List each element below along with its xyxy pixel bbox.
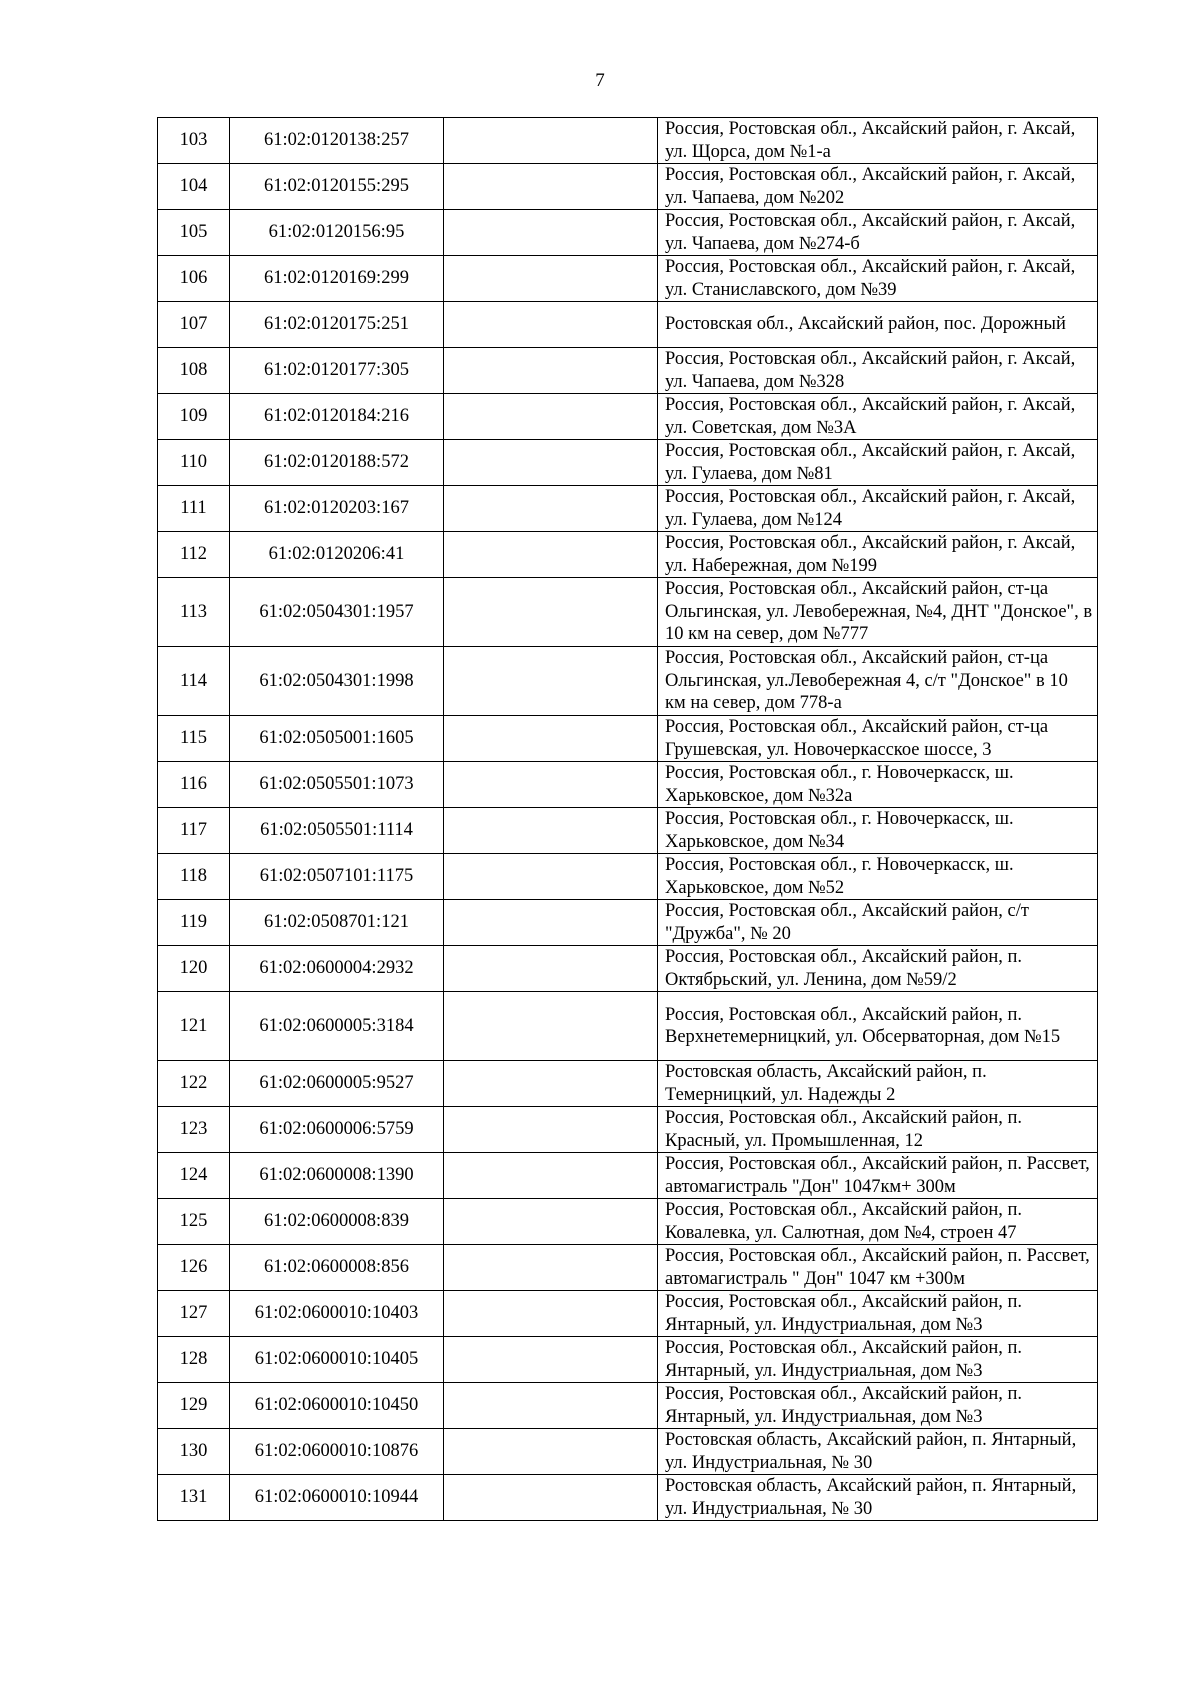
address-cell xyxy=(658,1245,1098,1291)
table-row xyxy=(158,256,1098,302)
row-number-cell: 103 xyxy=(158,118,230,164)
blank-cell xyxy=(444,1245,658,1291)
row-number-cell: 128 xyxy=(158,1337,230,1383)
table-row xyxy=(158,1061,1098,1107)
cadastral-number-cell: 61:02:0504301:1998 xyxy=(230,647,444,716)
cadastral-number-cell: 61:02:0505501:1073 xyxy=(230,762,444,808)
address-cell xyxy=(658,348,1098,394)
address-cell xyxy=(658,716,1098,762)
cadastral-number-cell: 61:02:0120188:572 xyxy=(230,440,444,486)
blank-cell xyxy=(444,578,658,647)
cadastral-number-cell: 61:02:0120184:216 xyxy=(230,394,444,440)
address-cell xyxy=(658,1153,1098,1199)
blank-cell xyxy=(444,486,658,532)
cadastral-number-cell: 61:02:0504301:1957 xyxy=(230,578,444,647)
row-number-cell: 124 xyxy=(158,1153,230,1199)
row-number-cell: 130 xyxy=(158,1429,230,1475)
row-number-cell: 123 xyxy=(158,1107,230,1153)
address-cell xyxy=(658,578,1098,647)
table-row xyxy=(158,1245,1098,1291)
cadastral-number-cell: 61:02:0120156:95 xyxy=(230,210,444,256)
address-text: Россия, Ростовская обл., Аксайский район, ст-ца Грушевская, ул. Новочеркасское шоссе, 3 xyxy=(665,717,1049,760)
blank-cell xyxy=(444,118,658,164)
blank-cell xyxy=(444,532,658,578)
address-cell xyxy=(658,256,1098,302)
row-number-cell: 118 xyxy=(158,854,230,900)
cadastral-number-cell: 61:02:0508701:121 xyxy=(230,900,444,946)
table-row xyxy=(158,647,1098,716)
cadastral-number-cell: 61:02:0505501:1114 xyxy=(230,808,444,854)
table-row xyxy=(158,1199,1098,1245)
blank-cell xyxy=(444,716,658,762)
address-cell xyxy=(658,486,1098,532)
blank-cell xyxy=(444,302,658,348)
address-text: Россия, Ростовская обл., г. Новочеркасск, ш. Харьковское, дом №52 xyxy=(665,855,1014,898)
table-row xyxy=(158,210,1098,256)
address-text: Россия, Ростовская обл., Аксайский район, п. Красный, ул. Промышленная, 12 xyxy=(665,1108,1023,1151)
address-text: Россия, Ростовская обл., г. Новочеркасск, ш. Харьковское, дом №32а xyxy=(665,763,1014,806)
cadastral-number-cell: 61:02:0120206:41 xyxy=(230,532,444,578)
cadastral-number-cell: 61:02:0600008:856 xyxy=(230,1245,444,1291)
blank-cell xyxy=(444,1107,658,1153)
address-text: Россия, Ростовская обл., Аксайский район, с/т "Дружба", № 20 xyxy=(665,901,1029,944)
row-number-cell: 115 xyxy=(158,716,230,762)
blank-cell xyxy=(444,164,658,210)
row-number-cell: 113 xyxy=(158,578,230,647)
cadastral-number-cell: 61:02:0600010:10450 xyxy=(230,1383,444,1429)
address-cell xyxy=(658,808,1098,854)
address-cell xyxy=(658,854,1098,900)
table-row xyxy=(158,808,1098,854)
address-cell xyxy=(658,946,1098,992)
address-cell xyxy=(658,762,1098,808)
table-row xyxy=(158,1383,1098,1429)
table-row xyxy=(158,1153,1098,1199)
row-number-cell: 114 xyxy=(158,647,230,716)
row-number-cell: 126 xyxy=(158,1245,230,1291)
row-number-cell: 122 xyxy=(158,1061,230,1107)
table-row xyxy=(158,1337,1098,1383)
blank-cell xyxy=(444,992,658,1061)
address-text: Россия, Ростовская обл., Аксайский район, ст-ца Ольгинская, ул. Левобережная, №4, ДНТ "Донское", в 10 км на север, дом №777 xyxy=(665,579,1093,645)
address-text: Россия, Ростовская обл., Аксайский район, п. Верхнетемерницкий, ул. Обсерваторная, дом №15 xyxy=(665,1004,1061,1047)
table-row xyxy=(158,302,1098,348)
cadastral-number-cell: 61:02:0507101:1175 xyxy=(230,854,444,900)
cadastral-number-cell: 61:02:0600010:10403 xyxy=(230,1291,444,1337)
address-text: Россия, Ростовская обл., Аксайский район, г. Аксай, ул. Набережная, дом №199 xyxy=(665,533,1076,576)
address-text: Россия, Ростовская обл., Аксайский район, п. Ковалевка, ул. Салютная, дом №4, строен 47 xyxy=(665,1200,1023,1243)
address-cell xyxy=(658,1429,1098,1475)
address-cell xyxy=(658,210,1098,256)
blank-cell xyxy=(444,440,658,486)
table-row xyxy=(158,164,1098,210)
table-row xyxy=(158,854,1098,900)
table-row xyxy=(158,578,1098,647)
address-text: Ростовская область, Аксайский район, п. Янтарный, ул. Индустриальная, № 30 xyxy=(665,1476,1077,1519)
row-number-cell: 110 xyxy=(158,440,230,486)
table-row xyxy=(158,1429,1098,1475)
cadastral-number-cell: 61:02:0600004:2932 xyxy=(230,946,444,992)
blank-cell xyxy=(444,647,658,716)
blank-cell xyxy=(444,1153,658,1199)
blank-cell xyxy=(444,854,658,900)
address-text: Россия, Ростовская обл., Аксайский район, п. Рассвет, автомагистраль "Дон" 1047км+ 300м xyxy=(665,1154,1090,1197)
address-text: Россия, Ростовская обл., Аксайский район, г. Аксай, ул. Гулаева, дом №124 xyxy=(665,487,1076,530)
blank-cell xyxy=(444,808,658,854)
address-cell xyxy=(658,532,1098,578)
property-register-table xyxy=(157,117,1098,1521)
table-row xyxy=(158,1291,1098,1337)
table-row xyxy=(158,1107,1098,1153)
cadastral-number-cell: 61:02:0600010:10944 xyxy=(230,1475,444,1521)
row-number-cell: 107 xyxy=(158,302,230,348)
table-row xyxy=(158,118,1098,164)
blank-cell xyxy=(444,1429,658,1475)
address-cell xyxy=(658,1291,1098,1337)
address-cell xyxy=(658,900,1098,946)
blank-cell xyxy=(444,1291,658,1337)
row-number-cell: 117 xyxy=(158,808,230,854)
address-cell xyxy=(658,1199,1098,1245)
address-text: Россия, Ростовская обл., Аксайский район, г. Аксай, ул. Советская, дом №3А xyxy=(665,395,1076,438)
blank-cell xyxy=(444,900,658,946)
row-number-cell: 120 xyxy=(158,946,230,992)
blank-cell xyxy=(444,946,658,992)
address-text: Россия, Ростовская обл., Аксайский район, п. Янтарный, ул. Индустриальная, дом №3 xyxy=(665,1384,1023,1427)
row-number-cell: 119 xyxy=(158,900,230,946)
row-number-cell: 105 xyxy=(158,210,230,256)
blank-cell xyxy=(444,762,658,808)
cadastral-number-cell: 61:02:0600010:10405 xyxy=(230,1337,444,1383)
address-text: Россия, Ростовская обл., Аксайский район, г. Аксай, ул. Чапаева, дом №274-б xyxy=(665,211,1076,254)
address-cell xyxy=(658,302,1098,348)
address-text: Россия, Ростовская обл., Аксайский район, ст-ца Ольгинская, ул.Левобережная 4, с/т "Донское" в 10 км на север, дом 778-а xyxy=(665,648,1068,714)
blank-cell xyxy=(444,256,658,302)
address-text: Россия, Ростовская обл., Аксайский район, г. Аксай, ул. Чапаева, дом №202 xyxy=(665,165,1076,208)
table-row xyxy=(158,486,1098,532)
table-row xyxy=(158,348,1098,394)
row-number-cell: 121 xyxy=(158,992,230,1061)
cadastral-number-cell: 61:02:0505001:1605 xyxy=(230,716,444,762)
cadastral-number-cell: 61:02:0600008:839 xyxy=(230,1199,444,1245)
address-text: Россия, Ростовская обл., Аксайский район, п. Рассвет, автомагистраль " Дон" 1047 км +300м xyxy=(665,1246,1090,1289)
row-number-cell: 108 xyxy=(158,348,230,394)
cadastral-number-cell: 61:02:0600005:3184 xyxy=(230,992,444,1061)
table-row xyxy=(158,716,1098,762)
blank-cell xyxy=(444,1199,658,1245)
table-row xyxy=(158,440,1098,486)
address-cell xyxy=(658,1383,1098,1429)
row-number-cell: 125 xyxy=(158,1199,230,1245)
cadastral-number-cell: 61:02:0120177:305 xyxy=(230,348,444,394)
address-cell xyxy=(658,1061,1098,1107)
table-row xyxy=(158,532,1098,578)
row-number-cell: 106 xyxy=(158,256,230,302)
blank-cell xyxy=(444,1475,658,1521)
cadastral-number-cell: 61:02:0600005:9527 xyxy=(230,1061,444,1107)
address-text: Россия, Ростовская обл., г. Новочеркасск, ш. Харьковское, дом №34 xyxy=(665,809,1014,852)
cadastral-number-cell: 61:02:0120203:167 xyxy=(230,486,444,532)
blank-cell xyxy=(444,210,658,256)
cadastral-number-cell: 61:02:0600010:10876 xyxy=(230,1429,444,1475)
row-number-cell: 111 xyxy=(158,486,230,532)
cadastral-number-cell: 61:02:0120155:295 xyxy=(230,164,444,210)
row-number-cell: 116 xyxy=(158,762,230,808)
address-text: Россия, Ростовская обл., Аксайский район, г. Аксай, ул. Чапаева, дом №328 xyxy=(665,349,1076,392)
row-number-cell: 104 xyxy=(158,164,230,210)
address-cell xyxy=(658,992,1098,1061)
row-number-cell: 129 xyxy=(158,1383,230,1429)
address-cell xyxy=(658,394,1098,440)
cadastral-number-cell: 61:02:0120175:251 xyxy=(230,302,444,348)
address-cell xyxy=(658,1475,1098,1521)
blank-cell xyxy=(444,1061,658,1107)
cadastral-number-cell: 61:02:0120138:257 xyxy=(230,118,444,164)
address-text: Россия, Ростовская обл., Аксайский район, г. Аксай, ул. Станиславского, дом №39 xyxy=(665,257,1076,300)
address-cell xyxy=(658,440,1098,486)
row-number-cell: 131 xyxy=(158,1475,230,1521)
address-cell xyxy=(658,1337,1098,1383)
row-number-cell: 112 xyxy=(158,532,230,578)
address-text: Ростовская обл., Аксайский район, пос. Дорожный xyxy=(665,314,1066,335)
address-text: Россия, Ростовская обл., Аксайский район, г. Аксай, ул. Щорса, дом №1-а xyxy=(665,119,1076,162)
table-row xyxy=(158,946,1098,992)
blank-cell xyxy=(444,394,658,440)
cadastral-number-cell: 61:02:0600006:5759 xyxy=(230,1107,444,1153)
address-cell xyxy=(658,118,1098,164)
address-text: Ростовская область, Аксайский район, п. Темерницкий, ул. Надежды 2 xyxy=(665,1062,987,1105)
blank-cell xyxy=(444,348,658,394)
cadastral-number-cell: 61:02:0600008:1390 xyxy=(230,1153,444,1199)
address-text: Ростовская область, Аксайский район, п. Янтарный, ул. Индустриальная, № 30 xyxy=(665,1430,1077,1473)
table-row xyxy=(158,1475,1098,1521)
register-table-body xyxy=(158,118,1098,1521)
address-cell xyxy=(658,647,1098,716)
page-number: 7 xyxy=(595,70,605,91)
address-text: Россия, Ростовская обл., Аксайский район, п. Янтарный, ул. Индустриальная, дом №3 xyxy=(665,1338,1023,1381)
table-row xyxy=(158,762,1098,808)
row-number-cell: 109 xyxy=(158,394,230,440)
address-cell xyxy=(658,1107,1098,1153)
address-text: Россия, Ростовская обл., Аксайский район, г. Аксай, ул. Гулаева, дом №81 xyxy=(665,441,1076,484)
address-text: Россия, Ростовская обл., Аксайский район, п. Янтарный, ул. Индустриальная, дом №3 xyxy=(665,1292,1023,1335)
cadastral-number-cell: 61:02:0120169:299 xyxy=(230,256,444,302)
row-number-cell: 127 xyxy=(158,1291,230,1337)
address-cell xyxy=(658,164,1098,210)
address-text: Россия, Ростовская обл., Аксайский район, п. Октябрьский, ул. Ленина, дом №59/2 xyxy=(665,947,1023,990)
table-row xyxy=(158,992,1098,1061)
blank-cell xyxy=(444,1383,658,1429)
table-row xyxy=(158,394,1098,440)
blank-cell xyxy=(444,1337,658,1383)
table-row xyxy=(158,900,1098,946)
